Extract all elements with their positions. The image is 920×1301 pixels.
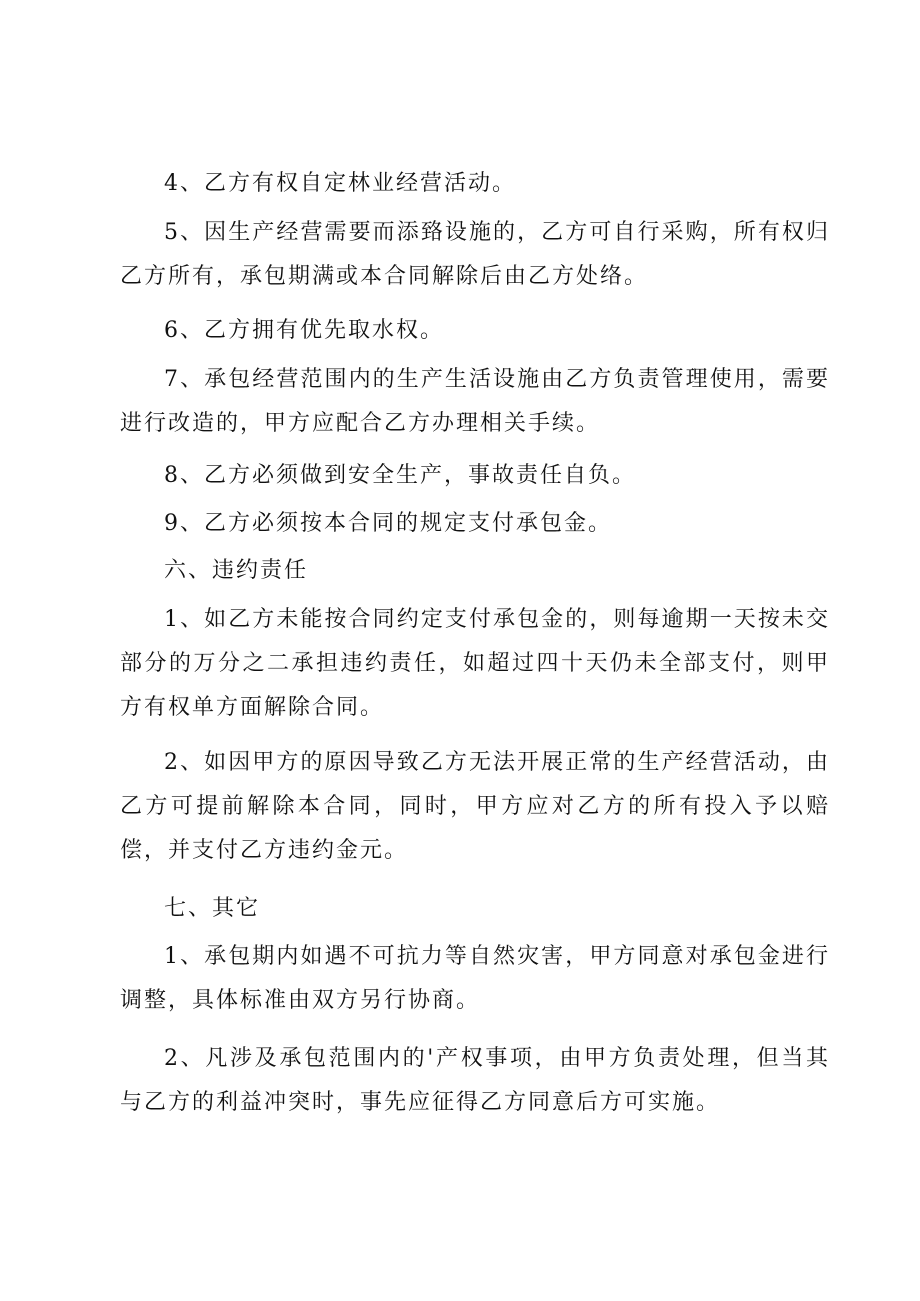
clause-5: 5、因生产经营需要而添臵设施的，乙方可自行采购，所有权归乙方所有，承包期满或本合同解除后由乙方处络。 [120, 220, 830, 289]
clause-4: 4、乙方有权自定林业经营活动。 [164, 171, 516, 196]
section-heading-other: 七、其它 [164, 896, 261, 921]
clause-9: 9、乙方必须按本合同的规定支付承包金。 [164, 511, 612, 536]
breach-clause-2: 2、如因甲方的原因导致乙方无法开展正常的生产经营活动，由乙方可提前解除本合同，同时，甲方应对乙方的所有投入予以赔偿，并支付乙方违约金元。 [120, 750, 830, 863]
other-clause-1: 1、承包期内如遇不可抗力等自然灾害，甲方同意对承包金进行调整，具体标准由双方另行协商。 [120, 944, 830, 1013]
clause-7: 7、承包经营范围内的生产生活设施由乙方负责管理使用，需要进行改造的，甲方应配合乙方办理相关手续。 [120, 367, 830, 436]
clause-8: 8、乙方必须做到安全生产，事故责任自负。 [164, 463, 636, 488]
clause-6: 6、乙方拥有优先取水权。 [164, 318, 444, 343]
section-heading-breach: 六、违约责任 [164, 558, 309, 583]
breach-clause-1: 1、如乙方未能按合同约定支付承包金的，则每逾期一天按未交部分的万分之二承担违约责任，如超过四十天仍未全部支付，则甲方有权单方面解除合同。 [120, 607, 830, 720]
other-clause-2: 2、凡涉及承包范围内的'产权事项，由甲方负责处理，但当其与乙方的利益冲突时，事先应征得乙方同意后方可实施。 [120, 1046, 830, 1115]
